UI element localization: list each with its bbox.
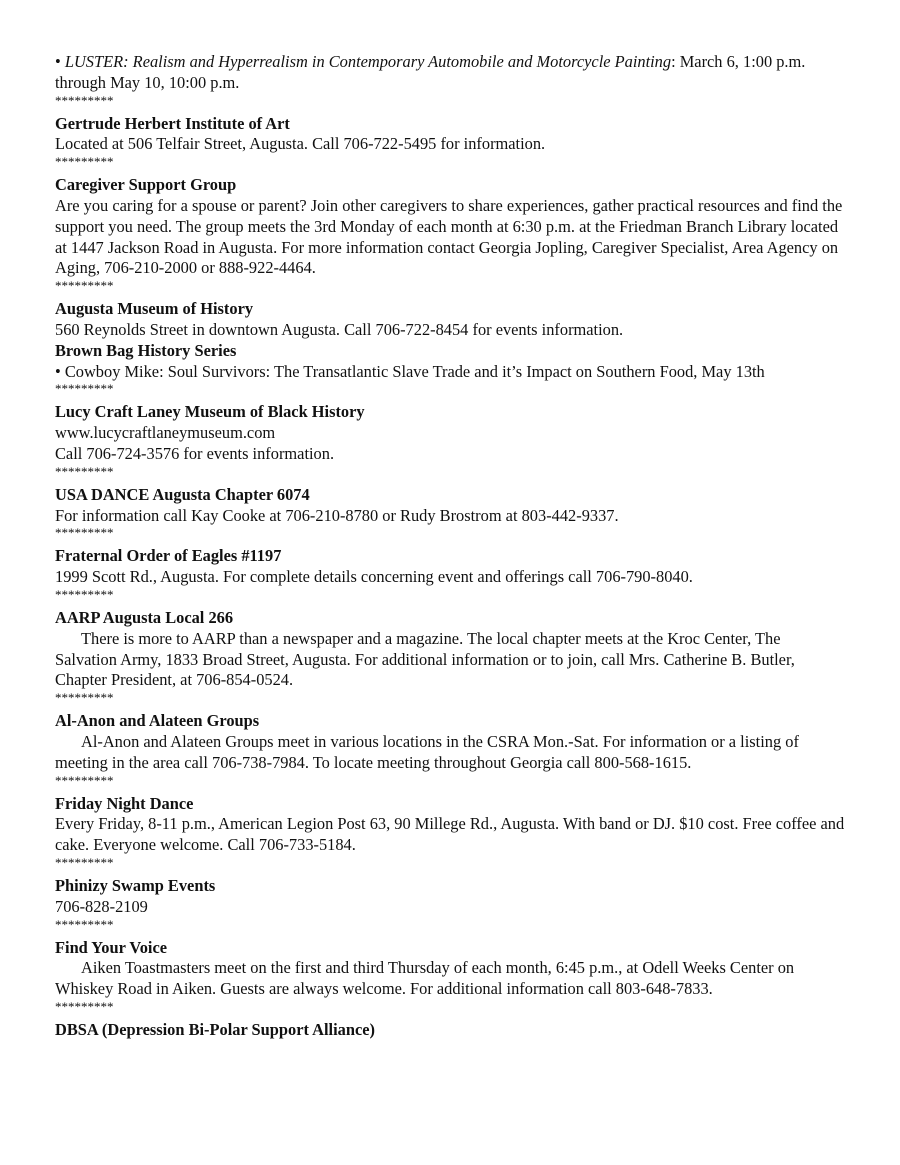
section-body-text: 560 Reynolds Street in downtown Augusta. Call 706-722-8454 for events information. (55, 319, 624, 339)
section-body-text: Al-Anon and Alateen Groups meet in various locations in the CSRA Mon.-Sat. For information or a listing of meeting in the area call 706-738-7984. To locate meeting throughout Georgia call 800-568-1615. (55, 731, 799, 772)
section-body-text: Every Friday, 8-11 p.m., American Legion Post 63, 90 Millege Rd., Augusta. With band or DJ. $10 cost. Free coffee and cake. Everyone welcome. Call 706-733-5184. (55, 814, 845, 855)
separator: ********* (55, 463, 114, 479)
intro-exhibit-dates: : March 6, 1:00 p.m. through May 10, 10:00 p.m. (55, 52, 806, 92)
separator: ********* (55, 916, 114, 932)
section-heading: Lucy Craft Laney Museum of Black History (55, 402, 365, 422)
section-body-text: Call 706-724-3576 for events information. (55, 443, 335, 463)
section-body-text: There is more to AARP than a newspaper and a magazine. The local chapter meets at the Kroc Center, The Salvation Army, 1833 Broad Street, Augusta. For additional information or to join, call Mrs. Catherine B. Butler, Chapter President, at 706-854-0524. (55, 628, 795, 690)
intro-bullet: • (55, 52, 65, 71)
section-body-text: For information call Kay Cooke at 706-210-8780 or Rudy Brostrom at 803-442-9337. (55, 505, 619, 525)
section-heading: Fraternal Order of Eagles #1197 (55, 546, 282, 566)
separator: ********* (55, 278, 114, 294)
section-body-text: 706-828-2109 (55, 896, 148, 916)
section-heading-dbsa: DBSA (Depression Bi-Polar Support Alliance) (55, 1019, 375, 1039)
section-body-text: www.lucycraftlaneymuseum.com (55, 423, 276, 443)
separator: ********* (55, 772, 114, 788)
section-heading: AARP Augusta Local 266 (55, 607, 234, 627)
separator: ********* (55, 92, 114, 108)
separator: ********* (55, 690, 114, 706)
intro-exhibit-title: LUSTER: Realism and Hyperrealism in Contemporary Automobile and Motorcycle Painting (64, 52, 672, 71)
section-body-text: Located at 506 Telfair Street, Augusta. Call 706-722-5495 for information. (55, 134, 546, 154)
section-body-text: 1999 Scott Rd., Augusta. For complete details concerning event and offerings call 706-790-8040. (55, 567, 693, 587)
section-heading: USA DANCE Augusta Chapter 6074 (55, 484, 310, 504)
separator: ********* (55, 998, 114, 1014)
section-heading: Phinizy Swamp Events (55, 875, 216, 895)
section-heading: Friday Night Dance (55, 793, 194, 813)
separator: ********* (55, 525, 114, 541)
intro-exhibit-line (55, 52, 845, 94)
section-body-text: Are you caring for a spouse or parent? Join other caregivers to share experiences, gather practical resources and find the support you need. The group meets the 3rd Monday of each month at 6:30 p.m. at the Friedman Branch Library located at 1447 Jackson Road in Augusta. For more information contact Georgia Jopling, Caregiver Specialist, Area Agency on Aging, 706-210-2000 or 888-922-4464. (55, 195, 843, 278)
separator: ********* (55, 854, 114, 870)
sections-container (55, 114, 845, 1014)
separator: ********* (55, 154, 114, 170)
section-subitem: • Cowboy Mike: Soul Survivors: The Transatlantic Slave Trade and it’s Impact on Southern Food, May 13th (55, 361, 765, 381)
section-heading: Caregiver Support Group (55, 175, 237, 195)
section-heading: Augusta Museum of History (55, 299, 254, 319)
separator: ********* (55, 381, 114, 397)
section-heading: Al-Anon and Alateen Groups (55, 711, 260, 731)
separator: ********* (55, 586, 114, 602)
section-subheading: Brown Bag History Series (55, 340, 237, 360)
section-heading: Gertrude Herbert Institute of Art (55, 113, 290, 133)
section-heading: Find Your Voice (55, 937, 168, 957)
section-body-text: Aiken Toastmasters meet on the first and third Thursday of each month, 6:45 p.m., at Odell Weeks Center on Whiskey Road in Aiken. Guests are always welcome. For additional information call 803-648-7833. (55, 958, 795, 999)
document-page (55, 52, 845, 1041)
